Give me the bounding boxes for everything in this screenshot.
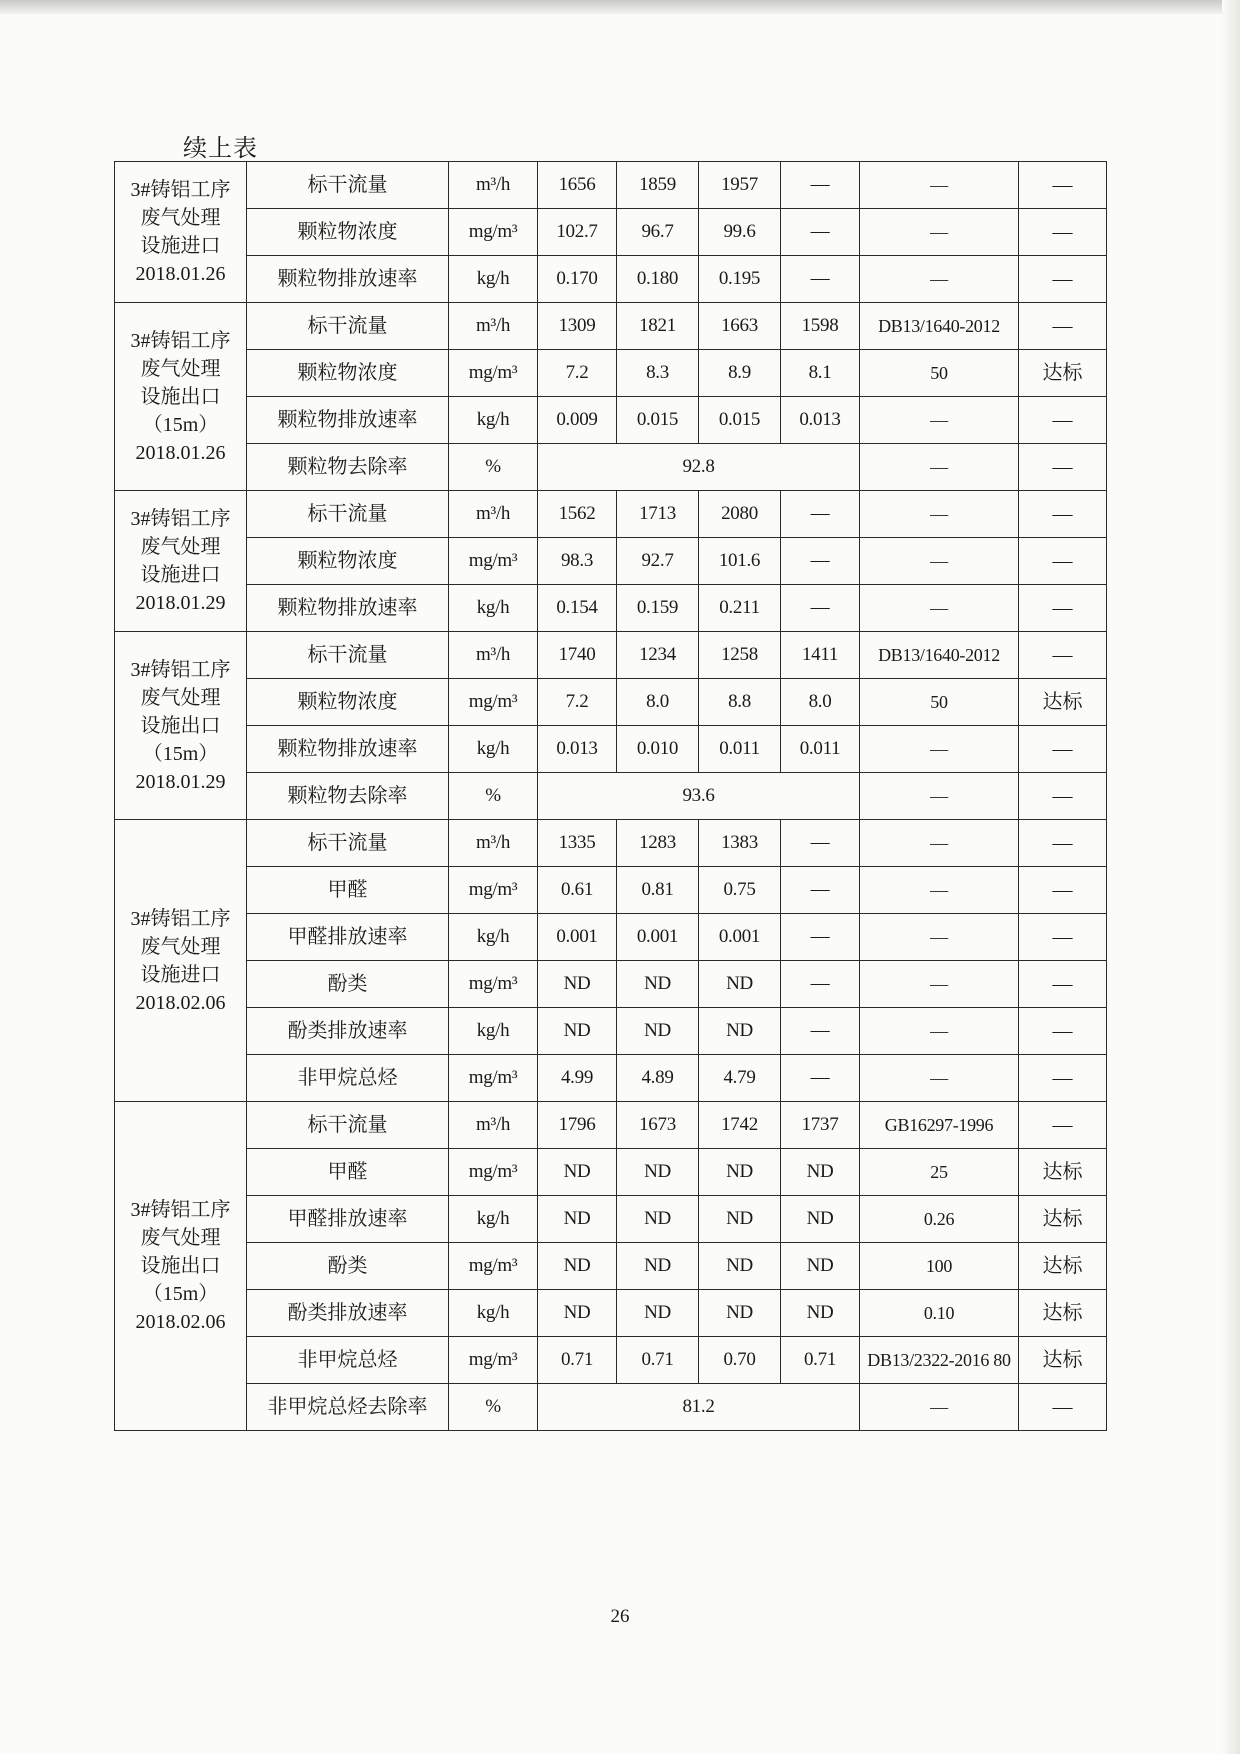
table-caption: 续上表	[183, 136, 258, 162]
removal-rate-cell: 81.2	[538, 1384, 860, 1431]
location-line: 设施进口	[140, 235, 221, 257]
value-3-cell: 0.001	[699, 914, 781, 961]
location-line: 设施进口	[140, 564, 221, 586]
unit-cell: mg/m³	[449, 1055, 538, 1102]
location-line: 废气处理	[140, 536, 221, 558]
value-2-cell: ND	[617, 1243, 699, 1290]
value-3-cell: 2080	[699, 491, 781, 538]
unit-cell: kg/h	[449, 397, 538, 444]
location-line: 3#铸铝工序	[130, 179, 231, 201]
standard-cell: 50	[860, 679, 1019, 726]
unit-cell: mg/m³	[449, 209, 538, 256]
average-cell: ND	[781, 1149, 860, 1196]
average-cell: —	[781, 585, 860, 632]
value-3-cell: 1957	[699, 162, 781, 209]
value-2-cell: ND	[617, 1149, 699, 1196]
value-1-cell: 7.2	[538, 679, 617, 726]
unit-cell: %	[449, 773, 538, 820]
item-cell: 颗粒物浓度	[247, 679, 449, 726]
average-cell: —	[781, 491, 860, 538]
standard-cell: DB13/2322-2016 80	[860, 1337, 1019, 1384]
value-1-cell: 1309	[538, 303, 617, 350]
value-3-cell: 0.011	[699, 726, 781, 773]
unit-cell: mg/m³	[449, 1149, 538, 1196]
item-cell: 非甲烷总烃	[247, 1055, 449, 1102]
table-row	[115, 256, 1107, 303]
location-line: （15m）	[142, 1283, 219, 1305]
item-cell: 甲醛	[247, 867, 449, 914]
average-cell: 0.71	[781, 1337, 860, 1384]
item-cell: 颗粒物排放速率	[247, 256, 449, 303]
table-row	[115, 162, 1107, 209]
value-1-cell: 7.2	[538, 350, 617, 397]
location-line: 2018.01.26	[135, 441, 226, 464]
table-row	[115, 1196, 1107, 1243]
value-1-cell: 1796	[538, 1102, 617, 1149]
value-1-cell: 1656	[538, 162, 617, 209]
value-2-cell: 0.001	[617, 914, 699, 961]
value-3-cell: 0.015	[699, 397, 781, 444]
standard-cell: —	[860, 538, 1019, 585]
table-row	[115, 632, 1107, 679]
standard-cell: —	[860, 444, 1019, 491]
standard-cell: —	[860, 961, 1019, 1008]
value-3-cell: 1258	[699, 632, 781, 679]
unit-cell: mg/m³	[449, 961, 538, 1008]
average-cell: —	[781, 538, 860, 585]
standard-cell: GB16297-1996	[860, 1102, 1019, 1149]
value-3-cell: ND	[699, 1243, 781, 1290]
value-2-cell: 1859	[617, 162, 699, 209]
value-3-cell: 101.6	[699, 538, 781, 585]
value-2-cell: 0.180	[617, 256, 699, 303]
value-3-cell: 1742	[699, 1102, 781, 1149]
table-row	[115, 1055, 1107, 1102]
location-line: 3#铸铝工序	[130, 907, 231, 930]
result-cell: 达标	[1019, 1243, 1107, 1290]
table-row	[115, 867, 1107, 914]
scan-edge-right	[1222, 0, 1240, 1754]
table-row	[115, 773, 1107, 820]
location-cell	[115, 1102, 247, 1431]
location-line: 设施出口	[140, 1255, 221, 1277]
item-cell: 标干流量	[247, 1102, 449, 1149]
value-3-cell: 0.211	[699, 585, 781, 632]
monitoring-table	[114, 161, 1107, 1431]
average-cell: —	[781, 256, 860, 303]
value-2-cell: 4.89	[617, 1055, 699, 1102]
unit-cell: kg/h	[449, 1008, 538, 1055]
table-row	[115, 1337, 1107, 1384]
average-cell: ND	[781, 1290, 860, 1337]
result-cell: 达标	[1019, 1337, 1107, 1384]
result-cell: —	[1019, 538, 1107, 585]
result-cell: —	[1019, 491, 1107, 538]
unit-cell: kg/h	[449, 726, 538, 773]
result-cell: —	[1019, 585, 1107, 632]
unit-cell: kg/h	[449, 1290, 538, 1337]
standard-cell: —	[860, 1055, 1019, 1102]
standard-cell: —	[860, 1008, 1019, 1055]
result-cell: —	[1019, 867, 1107, 914]
value-3-cell: 8.9	[699, 350, 781, 397]
value-2-cell: 1713	[617, 491, 699, 538]
result-cell: —	[1019, 961, 1107, 1008]
table-row	[115, 679, 1107, 726]
unit-cell: kg/h	[449, 914, 538, 961]
average-cell: —	[781, 961, 860, 1008]
value-2-cell: 0.81	[617, 867, 699, 914]
value-3-cell: 1663	[699, 303, 781, 350]
value-2-cell: 1283	[617, 820, 699, 867]
unit-cell: %	[449, 1384, 538, 1431]
standard-cell: —	[860, 1384, 1019, 1431]
result-cell: —	[1019, 397, 1107, 444]
location-line: 3#铸铝工序	[130, 1199, 231, 1221]
value-2-cell: 0.159	[617, 585, 699, 632]
result-cell: 达标	[1019, 350, 1107, 397]
unit-cell: mg/m³	[449, 679, 538, 726]
value-1-cell: ND	[538, 1149, 617, 1196]
result-cell: —	[1019, 914, 1107, 961]
standard-cell: 50	[860, 350, 1019, 397]
value-2-cell: 96.7	[617, 209, 699, 256]
removal-rate-cell: 92.8	[538, 444, 860, 491]
table-row	[115, 397, 1107, 444]
unit-cell: kg/h	[449, 256, 538, 303]
value-1-cell: 102.7	[538, 209, 617, 256]
table-row	[115, 209, 1107, 256]
result-cell: 达标	[1019, 679, 1107, 726]
table-row	[115, 914, 1107, 961]
location-line: 3#铸铝工序	[130, 658, 231, 681]
value-1-cell: ND	[538, 1243, 617, 1290]
value-2-cell: 0.010	[617, 726, 699, 773]
average-cell: 0.013	[781, 397, 860, 444]
value-3-cell: 0.195	[699, 256, 781, 303]
result-cell: 达标	[1019, 1196, 1107, 1243]
value-2-cell: 0.015	[617, 397, 699, 444]
location-line: （15m）	[142, 742, 219, 765]
average-cell: —	[781, 820, 860, 867]
value-1-cell: ND	[538, 1008, 617, 1055]
average-cell: —	[781, 1008, 860, 1055]
location-line: 设施出口	[140, 385, 221, 408]
result-cell: —	[1019, 773, 1107, 820]
item-cell: 标干流量	[247, 632, 449, 679]
standard-cell: —	[860, 162, 1019, 209]
unit-cell: mg/m³	[449, 350, 538, 397]
value-3-cell: 1383	[699, 820, 781, 867]
standard-cell: 100	[860, 1243, 1019, 1290]
value-1-cell: 0.009	[538, 397, 617, 444]
location-cell	[115, 162, 247, 303]
item-cell: 颗粒物排放速率	[247, 726, 449, 773]
table-row	[115, 1384, 1107, 1431]
item-cell: 非甲烷总烃去除率	[247, 1384, 449, 1431]
result-cell: —	[1019, 726, 1107, 773]
table-row	[115, 726, 1107, 773]
value-2-cell: ND	[617, 961, 699, 1008]
value-1-cell: 0.71	[538, 1337, 617, 1384]
average-cell: —	[781, 1055, 860, 1102]
value-2-cell: ND	[617, 1196, 699, 1243]
value-3-cell: 8.8	[699, 679, 781, 726]
item-cell: 颗粒物浓度	[247, 209, 449, 256]
location-line: 2018.02.06	[135, 1311, 226, 1333]
item-cell: 酚类排放速率	[247, 1290, 449, 1337]
location-line: 废气处理	[140, 935, 221, 958]
item-cell: 非甲烷总烃	[247, 1337, 449, 1384]
item-cell: 颗粒物去除率	[247, 773, 449, 820]
table-row	[115, 1102, 1107, 1149]
average-cell: —	[781, 209, 860, 256]
standard-cell: —	[860, 585, 1019, 632]
average-cell: 8.1	[781, 350, 860, 397]
value-1-cell: 0.154	[538, 585, 617, 632]
average-cell: 8.0	[781, 679, 860, 726]
value-3-cell: 0.75	[699, 867, 781, 914]
item-cell: 酚类	[247, 1243, 449, 1290]
unit-cell: mg/m³	[449, 538, 538, 585]
table-body	[115, 162, 1107, 1431]
unit-cell: m³/h	[449, 1102, 538, 1149]
location-line: 2018.02.06	[135, 991, 226, 1014]
item-cell: 甲醛排放速率	[247, 1196, 449, 1243]
value-1-cell: 98.3	[538, 538, 617, 585]
unit-cell: kg/h	[449, 1196, 538, 1243]
table-row	[115, 303, 1107, 350]
average-cell: —	[781, 914, 860, 961]
standard-cell: DB13/1640-2012	[860, 303, 1019, 350]
standard-cell: —	[860, 209, 1019, 256]
item-cell: 标干流量	[247, 820, 449, 867]
average-cell: ND	[781, 1196, 860, 1243]
value-1-cell: 0.61	[538, 867, 617, 914]
value-2-cell: 8.0	[617, 679, 699, 726]
unit-cell: m³/h	[449, 303, 538, 350]
location-line: 设施出口	[140, 714, 221, 737]
location-line: 废气处理	[140, 686, 221, 709]
value-3-cell: ND	[699, 1008, 781, 1055]
location-cell	[115, 632, 247, 820]
item-cell: 甲醛排放速率	[247, 914, 449, 961]
item-cell: 甲醛	[247, 1149, 449, 1196]
location-cell	[115, 820, 247, 1102]
average-cell: 1411	[781, 632, 860, 679]
result-cell: —	[1019, 162, 1107, 209]
item-cell: 颗粒物浓度	[247, 538, 449, 585]
location-line: 废气处理	[140, 207, 221, 229]
value-1-cell: 0.170	[538, 256, 617, 303]
result-cell: 达标	[1019, 1149, 1107, 1196]
value-3-cell: 0.70	[699, 1337, 781, 1384]
location-line: 2018.01.29	[135, 592, 226, 614]
table-row	[115, 961, 1107, 1008]
standard-cell: 0.10	[860, 1290, 1019, 1337]
table-row	[115, 1290, 1107, 1337]
location-line: 3#铸铝工序	[130, 329, 231, 352]
item-cell: 酚类	[247, 961, 449, 1008]
result-cell: —	[1019, 820, 1107, 867]
table-row	[115, 1008, 1107, 1055]
value-3-cell: 4.79	[699, 1055, 781, 1102]
value-1-cell: ND	[538, 1196, 617, 1243]
standard-cell: —	[860, 256, 1019, 303]
scan-edge-top	[0, 0, 1240, 14]
item-cell: 酚类排放速率	[247, 1008, 449, 1055]
item-cell: 颗粒物浓度	[247, 350, 449, 397]
table-row	[115, 820, 1107, 867]
value-3-cell: ND	[699, 1290, 781, 1337]
standard-cell: —	[860, 397, 1019, 444]
average-cell: 1737	[781, 1102, 860, 1149]
value-1-cell: 0.013	[538, 726, 617, 773]
result-cell: 达标	[1019, 1290, 1107, 1337]
table-row	[115, 538, 1107, 585]
location-line: 2018.01.26	[135, 263, 226, 285]
value-3-cell: 99.6	[699, 209, 781, 256]
result-cell: —	[1019, 444, 1107, 491]
location-line: 2018.01.29	[135, 770, 226, 793]
standard-cell: —	[860, 491, 1019, 538]
unit-cell: m³/h	[449, 162, 538, 209]
item-cell: 标干流量	[247, 303, 449, 350]
value-2-cell: 92.7	[617, 538, 699, 585]
result-cell: —	[1019, 1008, 1107, 1055]
result-cell: —	[1019, 209, 1107, 256]
item-cell: 颗粒物排放速率	[247, 397, 449, 444]
result-cell: —	[1019, 303, 1107, 350]
unit-cell: mg/m³	[449, 867, 538, 914]
value-1-cell: ND	[538, 961, 617, 1008]
value-2-cell: 1234	[617, 632, 699, 679]
value-1-cell: 1335	[538, 820, 617, 867]
location-line: 设施进口	[140, 963, 221, 986]
value-2-cell: ND	[617, 1290, 699, 1337]
unit-cell: mg/m³	[449, 1337, 538, 1384]
table-row	[115, 1243, 1107, 1290]
standard-cell: —	[860, 867, 1019, 914]
item-cell: 颗粒物去除率	[247, 444, 449, 491]
location-line: （15m）	[142, 413, 219, 436]
result-cell: —	[1019, 256, 1107, 303]
item-cell: 标干流量	[247, 162, 449, 209]
value-3-cell: ND	[699, 1149, 781, 1196]
location-line: 废气处理	[140, 357, 221, 380]
location-line: 3#铸铝工序	[130, 508, 231, 530]
result-cell: —	[1019, 1384, 1107, 1431]
item-cell: 标干流量	[247, 491, 449, 538]
removal-rate-cell: 93.6	[538, 773, 860, 820]
standard-cell: DB13/1640-2012	[860, 632, 1019, 679]
item-cell: 颗粒物排放速率	[247, 585, 449, 632]
average-cell: 0.011	[781, 726, 860, 773]
location-line: 废气处理	[140, 1227, 221, 1249]
table-row	[115, 585, 1107, 632]
result-cell: —	[1019, 1102, 1107, 1149]
value-1-cell: 4.99	[538, 1055, 617, 1102]
value-2-cell: ND	[617, 1008, 699, 1055]
unit-cell: m³/h	[449, 820, 538, 867]
value-2-cell: 0.71	[617, 1337, 699, 1384]
page-number: 26	[610, 1606, 630, 1627]
result-cell: —	[1019, 1055, 1107, 1102]
result-cell: —	[1019, 632, 1107, 679]
value-1-cell: 1562	[538, 491, 617, 538]
unit-cell: m³/h	[449, 491, 538, 538]
table-row	[115, 350, 1107, 397]
unit-cell: kg/h	[449, 585, 538, 632]
table-row	[115, 444, 1107, 491]
value-2-cell: 1673	[617, 1102, 699, 1149]
average-cell: ND	[781, 1243, 860, 1290]
average-cell: 1598	[781, 303, 860, 350]
unit-cell: %	[449, 444, 538, 491]
value-1-cell: ND	[538, 1290, 617, 1337]
location-cell	[115, 303, 247, 491]
value-1-cell: 1740	[538, 632, 617, 679]
table-row	[115, 1149, 1107, 1196]
location-cell	[115, 491, 247, 632]
average-cell: —	[781, 867, 860, 914]
standard-cell: 25	[860, 1149, 1019, 1196]
standard-cell: —	[860, 726, 1019, 773]
standard-cell: 0.26	[860, 1196, 1019, 1243]
table-row	[115, 491, 1107, 538]
unit-cell: mg/m³	[449, 1243, 538, 1290]
standard-cell: —	[860, 773, 1019, 820]
value-2-cell: 8.3	[617, 350, 699, 397]
value-2-cell: 1821	[617, 303, 699, 350]
value-1-cell: 0.001	[538, 914, 617, 961]
unit-cell: m³/h	[449, 632, 538, 679]
standard-cell: —	[860, 914, 1019, 961]
average-cell: —	[781, 162, 860, 209]
value-3-cell: ND	[699, 1196, 781, 1243]
standard-cell: —	[860, 820, 1019, 867]
value-3-cell: ND	[699, 961, 781, 1008]
